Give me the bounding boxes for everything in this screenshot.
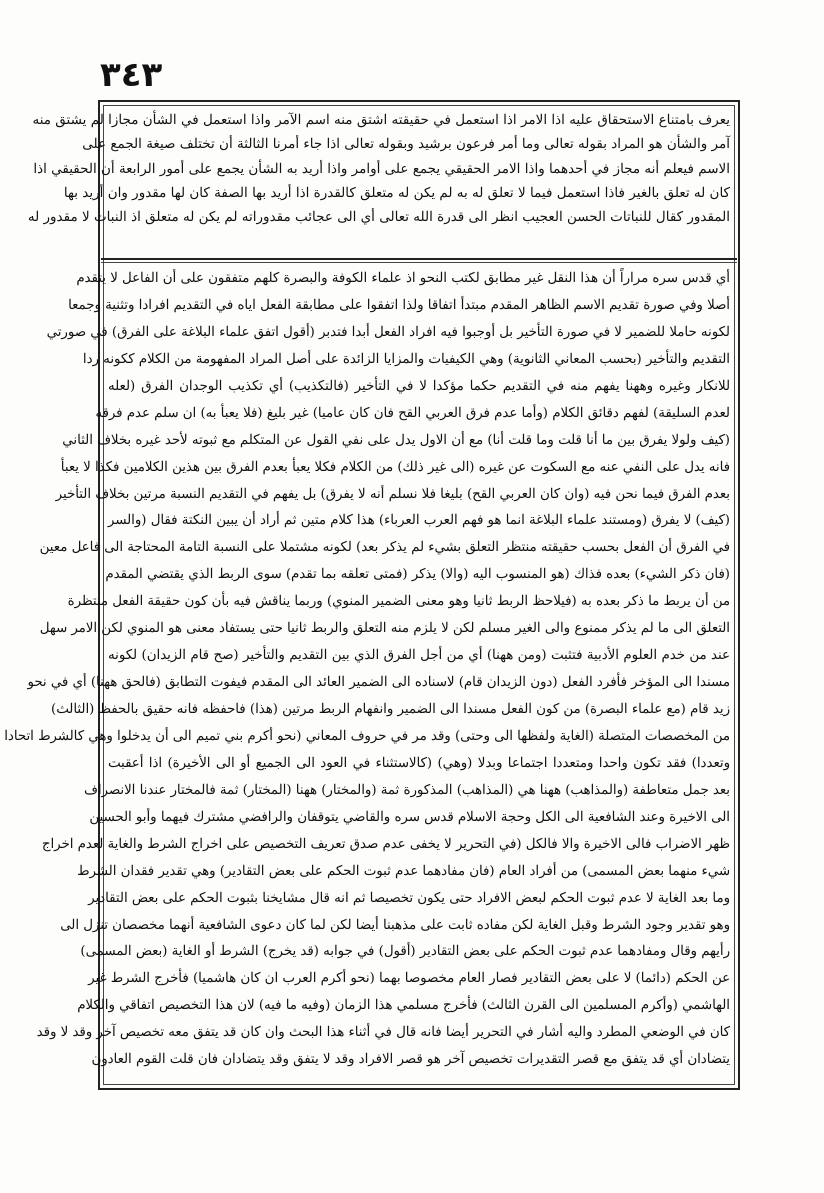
text-line: بعد جمل متعاطفة (والمذاهب) ههنا هي (المذاهب) المذكورة ثمة (والمختار) ههنا (المختار) ثمة فالمختار عندنا الانصراف <box>84 782 730 798</box>
text-line: عن الحكم (دائما) لا على بعض التقادير فصار العام مخصوصا بهما (نحو أكرم العرب ان كان هاشميا) فأخرج الشرط غير <box>88 971 730 987</box>
text-line: التعلق الى ما لم يذكر ممنوع والى الغير مسلم لكن لا يلزم منه التعلق والربط ثانيا حتى يستفاد معنى هو المنوي لكن الامر سهل <box>39 621 730 637</box>
top-commentary <box>27 108 730 254</box>
commentary-line: المقدور كقال للنباتات الحسن العجيب انظر الى قدرة الله تعالى أي الى عجائب مقدوراته لم يكن له متعلق اذ النبات لا مقدور له <box>27 209 730 226</box>
text-line: أي قدس سره مراراً أن هذا النقل غير مطابق لكتب النحو اذ علماء الكوفة والبصرة كلهم متفقون على أن الفاعل لا يتقدم <box>76 271 730 286</box>
commentary-line: الاسم فيعلم أنه مجاز في أحدهما واذا الامر الحقيقي يجمع على أوامر واذا أريد به الشأن يجمع على أمور الرابعة أن الحقيقي اذا <box>33 160 730 177</box>
text-line: لعدم السليقة) لفهم دقائق الكلام (وأما عدم فرق العربي القح فان كان عاميا) غير بليغ (فلا يعبأ به) ان سلم عدم فرقه <box>95 405 730 421</box>
text-line: لكونه حاملا للضمير لا في صورة التأخير بل أوجبوا فيه افراد الفعل أبدا فتدبر (أقول اتفق علماء البلاغة على الفرق) في صورتي <box>46 324 730 340</box>
commentary-line: كان له تعلق بالغير فاذا استعمل فيما لا تعلق له به لم يكن له متعلق كالقدرة اذا أريد بها الصفة كان لها مقدور وان أريد بها <box>63 184 730 201</box>
text-line: فانه يدل على النفي عنه مع السكوت عن غيره (الى غير ذلك) من الكلام فكلا يعبأ بعدم الفرق بين هذين الكلامين فكذا لا يعبأ <box>60 459 730 475</box>
text-line: التقديم والتأخير (بحسب المعاني الثانوية) وهي الكيفيات والمزايا الزائدة على أصل المراد المفهومة من الكلام ككونه ردا <box>82 351 730 367</box>
text-line: رأيهم وقال ومفادهما عدم ثبوت الحكم على بعض التقادير (أقول) في جوابه (قد يخرج) الشرط أو الغاية (بعض المسمى) <box>80 944 730 960</box>
text-line: زيد قام (مع علماء البصرة) من كون الفعل مسندا الى الضمير وانفهام الربط مرتين (هذا) فاحفظه فانه حقيق بالحفظ (الثالث) <box>51 702 730 717</box>
text-line: في الفرق أن الفعل بحسب حقيقته منتظر التعلق بشيء لم يذكر بعد) لكونه مشتملا على النسبة التامة المحتاجة الى فاعل معين <box>39 540 730 556</box>
commentary-line: يعرف بامتناع الاستحقاق عليه اذا الامر اذا استعمل في حقيقته اشتق منه اسم الآمر واذا استعمل في الشأن مجازا لم يشتق منه <box>32 112 730 128</box>
page-number: ٣٤٣ <box>100 55 163 95</box>
section-divider <box>101 258 737 260</box>
text-line: عند من خدم العلوم الأدبية فتثبت (ومن ههنا) أي من أجل الفرق الذي بين التقديم والتأخير (صح قام الزيدان) لكونه <box>108 648 730 664</box>
text-line: ظهر الاضراب فالى الاخيرة والا فالكل (في التحرير لا يخفى عدم صدق تعريف التخصيص على اخراج الشرط والغاية لعدم اخراج <box>41 836 730 852</box>
text-line: وتعددا) فقد تكون واحدا ومتعددا اجتماعا وبدلا (وهي) (كالاستثناء في العود الى الجميع أو الى الأخيرة) اذا أعقبت <box>108 755 730 771</box>
text-line: وما بعد الغاية لا عدم ثبوت الحكم لبعض الافراد حتى يكون تخصيصا ثم انه قال مشايخنا بثبوت الحكم على بعض التقادير <box>88 890 730 906</box>
text-line: من المخصصات المتصلة (الغاية ولفظها الى وحتى) وقد مر في حروف المعاني (نحو أكرم بني تميم الى أن يدخلوا وهي كالشرط اتحادا <box>4 728 730 744</box>
text-line: كان في الوضعي المطرد واليه أشار في التحرير أيضا فانه قال في أثناء هذا البحث وان كان قد يتفق معه تخصيص آخر وقد لا وقد <box>36 1025 730 1041</box>
text-line: يتضادان أي قد يتفق مع قصر التقديرات تخصيص آخر هو قصر الافراد وقد لا يتفق وقد يتضادان فان قلت القوم العادون <box>91 1052 730 1068</box>
commentary-line: آمر والشأن هو المراد بقوله تعالى وما أمر فرعون برشيد وبقوله تعالى اذا جاء أمرنا الثالثة أن تختلف صيغة الجمع على <box>82 136 730 153</box>
text-line: للانكار وغيره وههنا يفهم منه في التقديم حكما مؤكدا لا في التأخير (فالتكذيب) أي تكذيب الوجدان الفرق (لعله <box>108 378 730 394</box>
text-line: وهو تقدير وجود الشرط وقبل الغاية لكن مفاده ثابت على مذهبنا أيضا لكن لما كان دعوى الشافعية أنهما مخصصان تنزل الى <box>60 917 730 933</box>
text-line: (كيف) لا يفرق (ومستند علماء البلاغة انما هو فهم العرب العرباء) هذا كلام متين ثم أراد أن يبين النكتة فقال (والسر <box>107 513 730 529</box>
text-line: من أن يربط ما ذكر بعده به (فيلاحظ الربط ثانيا وهو معنى الضمير المنوي) وربما يناقش فيه بأن كون حقيقة الفعل منتظرة <box>67 594 730 610</box>
text-line: مسندا الى المؤخر فأفرد الفعل (دون الزيدان قام) لاسناده الى الضمير العائد الى المقدم فيفوت التطابق (فالحق ههنا) أي في نحو <box>27 675 730 691</box>
text-line: الهاشمي (وأكرم المسلمين الى القرن الثالث) فأخرج مسلمي هذا الزمان (وفيه ما فيه) لان هذا التخصيص اتفاقي والكلام <box>77 998 730 1014</box>
text-line: أصلا وفي صورة تقديم الاسم الظاهر المقدم مبتدأ اتفاقا ولذا اتفقوا على مطابقة الفعل اياه في التقديم افرادا وتثنية وجمعا <box>68 297 730 313</box>
text-line: شيء منهما بعض المسمى) من أفراد العام (فان مفادهما عدم ثبوت الحكم على بعض التقادير) وهي تقدير فقدان الشرط <box>77 863 730 879</box>
text-line: الى الاخيرة وعند الشافعية الى الكل وحجة الاسلام قدس سره والقاضي يتوقفان والرافضي مشترك فيهما وأبو الحسين <box>89 809 730 825</box>
text-line: (فان ذكر الشيء) بعده فذاك (هو المنسوب اليه (والا) يذكر (فمتى تعلقه بما تقدم) سوى الربط الذي يقتضي المقدم <box>105 567 730 583</box>
text-line: بعدم الفرق فيما نحن فيه (وان كان العربي القح) بليغا فلا نسلم أنه لا يفرق) بل يفهم في التقديم النسبة مرتين بخلاف التأخير <box>55 486 730 502</box>
text-line: (كيف ولولا يفرق بين ما أنا قلت وما قلت أنا) مع أن الاول يدل على نفي القول عن المتكلم مع ثبوته لأحد غيره بخلاف الثاني <box>62 432 730 448</box>
main-text <box>4 266 730 1078</box>
